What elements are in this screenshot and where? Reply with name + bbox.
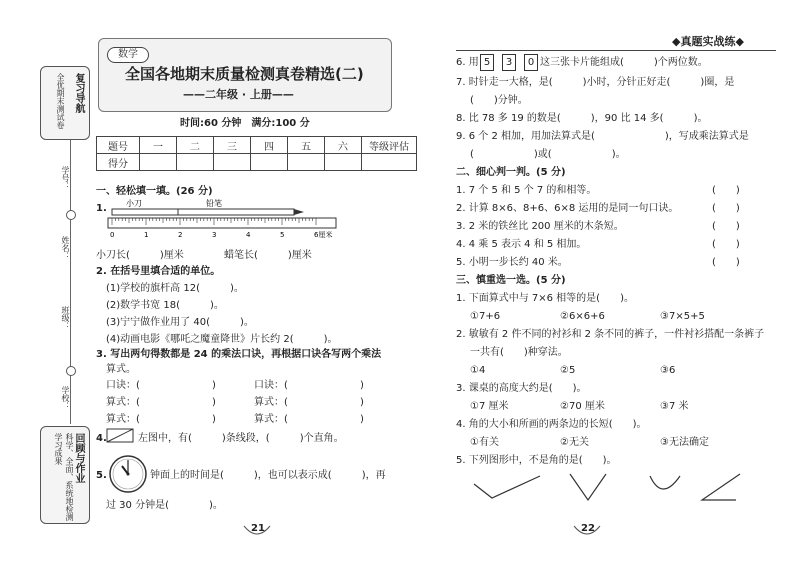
number-card: 5 [480, 54, 494, 71]
number-card: 0 [524, 54, 538, 71]
binding-dot [66, 210, 76, 220]
ruler-tick-label: 6厘米 [314, 231, 333, 239]
q3-close-paren: ) [212, 397, 216, 408]
angle-figures [470, 470, 760, 510]
score-header-cell: 题号 [97, 137, 140, 154]
score-header-cell: 五 [288, 137, 325, 154]
field-school: 学校： [61, 386, 70, 410]
score-header-cell: 四 [251, 137, 288, 154]
pencil-tip [294, 209, 304, 215]
ruler-tick-label: 4 [246, 231, 251, 239]
score-cell[interactable] [362, 154, 417, 171]
q2-item: (2)数学书宽 18( )。 [106, 300, 224, 311]
q5-number: 5. [96, 470, 107, 481]
judge-item: 2. 计算 8×6、8+6、6×8 运用的是同一句口诀。 [456, 203, 679, 214]
q5-text: 钟面上的时间是( )，也可以表示成( )，再 [150, 470, 386, 481]
q5-text-line2: 过 30 分钟是( )。 [106, 500, 223, 511]
choice-option[interactable]: ②5 [560, 365, 576, 376]
angle-figure-2 [570, 474, 606, 500]
choice-option[interactable]: ②6×6+6 [560, 311, 605, 322]
left-sidebar-top [40, 66, 90, 140]
judge-item: 1. 7 个 5 和 5 个 7 的和相等。 [456, 185, 597, 196]
choice-question-1: 1. 下面算式中与 7×6 相等的是( )。 [456, 293, 634, 304]
left-sidebar-bottom [40, 426, 90, 524]
score-header-cell: 二 [177, 137, 214, 154]
judge-answer-paren[interactable]: ( ) [712, 239, 740, 250]
judge-answer-paren[interactable]: ( ) [712, 221, 740, 232]
q3-close-paren: ) [212, 380, 216, 391]
q3-close-paren: ) [212, 414, 216, 425]
angle-figure-1 [474, 476, 540, 498]
ruler-tick-label: 0 [110, 231, 115, 239]
q3-equation-1: 算式：( [106, 397, 140, 408]
q7-text: 7. 时针走一大格，是( )小时，分针正好走( )圈，是 [456, 77, 735, 88]
ruler-tick-label: 5 [280, 231, 285, 239]
q2-text: 2. 在括号里填合适的单位。 [96, 266, 221, 277]
number-card: 3 [502, 54, 516, 71]
score-cell[interactable] [325, 154, 362, 171]
section-1-heading: 一、轻松填一填。(26 分) [96, 186, 213, 197]
judge-answer-paren[interactable]: ( ) [712, 203, 740, 214]
q4-figure [106, 428, 136, 444]
angle-figure-4 [702, 474, 740, 500]
q9-text: 9. 6 个 2 相加，用加法算式是( )，写成乘法算式是 [456, 131, 749, 142]
subject-badge [107, 47, 149, 63]
clock-icon [108, 454, 148, 494]
choice-question-5: 5. 下列图形中，不是角的是( )。 [456, 455, 617, 466]
score-cell[interactable] [251, 154, 288, 171]
q4-text: 左图中，有( )条线段，( )个直角。 [138, 433, 344, 444]
choice-option[interactable]: ①有关 [470, 437, 499, 448]
choice-question-2: 2. 敏敏有 2 件不同的衬衫和 2 条不同的裤子，一件衬衫搭配一条裤子 [456, 329, 765, 340]
choice-option[interactable]: ①7 厘米 [470, 401, 509, 412]
pencil-label: 铅笔 [206, 199, 222, 208]
score-header-cell: 等级评估 [362, 137, 417, 154]
subject-badge-text: 数学 [118, 49, 138, 60]
field-class: 班级： [61, 306, 70, 330]
choice-option[interactable]: ③7×5+5 [660, 311, 705, 322]
score-cell[interactable] [140, 154, 177, 171]
q3-text-line2: 算式。 [106, 364, 136, 375]
q8-text: 8. 比 78 多 19 的数是( )，90 比 14 多( )。 [456, 113, 708, 124]
choice-option[interactable]: ①7+6 [470, 311, 501, 322]
section-3-heading: 三、慎重选一选。(5 分) [456, 275, 566, 286]
q9-text-line2: ( )或( )。 [470, 149, 626, 160]
sidebar-bottom-sub: 科学、全面、系统地检测学习成果 [54, 433, 74, 521]
choice-option[interactable]: ②无关 [560, 437, 589, 448]
choice-option[interactable]: ③无法确定 [660, 437, 709, 448]
score-header-cell: 六 [325, 137, 362, 154]
field-name: 姓名： [61, 236, 70, 260]
choice-option[interactable]: ①4 [470, 365, 486, 376]
choice-option[interactable]: ③7 米 [660, 401, 689, 412]
q1-number: 1. [96, 203, 107, 214]
q3-equation-2: 算式：( [254, 397, 288, 408]
header-rule [456, 50, 776, 51]
exam-title: 全国各地期末质量检测真卷精选(二) [125, 65, 364, 83]
binding-dot [66, 366, 76, 376]
right-page-number: 22 [581, 523, 595, 534]
judge-answer-paren[interactable]: ( ) [712, 185, 740, 196]
score-table [96, 136, 417, 171]
right-header: ◆真题实战练◆ [672, 35, 744, 48]
score-cell[interactable] [288, 154, 325, 171]
score-header-cell: 一 [140, 137, 177, 154]
q1-answer-knife: 小刀长( )厘米 [96, 250, 184, 261]
score-row [97, 154, 417, 171]
left-page-number: 21 [251, 523, 265, 534]
choice-question-2-line2: 一共有( )种穿法。 [470, 347, 568, 358]
score-cell[interactable] [177, 154, 214, 171]
title-box [98, 38, 392, 112]
q7-text-line2: ( )分钟。 [470, 95, 528, 106]
q3-close-paren: ) [360, 414, 364, 425]
q3-equation-3: 算式：( [106, 414, 140, 425]
ruler-tick-label: 1 [144, 231, 149, 239]
q3-close-paren: ) [360, 380, 364, 391]
judge-item: 3. 2 米的铁丝比 200 厘米的木条短。 [456, 221, 624, 232]
knife-label: 小刀 [126, 199, 142, 208]
field-student-id: 学号： [61, 166, 70, 190]
q1-answer-crayon: 蜡笔长( )厘米 [224, 250, 312, 261]
q3-equation-4: 算式：( [254, 414, 288, 425]
choice-question-4: 4. 角的大小和所画的两条边的长短( )。 [456, 419, 647, 430]
pencil-shape [178, 209, 294, 215]
time-info: 时间:60 分钟 满分:100 分 [180, 118, 310, 129]
score-cell[interactable] [214, 154, 251, 171]
exam-subtitle: ——二年级 · 上册—— [183, 88, 294, 101]
judge-answer-paren[interactable]: ( ) [712, 257, 740, 268]
choice-option[interactable]: ③6 [660, 365, 676, 376]
q2-item: (3)宁宁做作业用了 40( )。 [106, 317, 254, 328]
section-2-heading: 二、细心判一判。(5 分) [456, 167, 566, 178]
score-header-cell: 三 [214, 137, 251, 154]
ruler-tick-label: 3 [212, 231, 217, 239]
ruler-tick-label: 2 [178, 231, 183, 239]
sidebar-top-sub: 全优期末测试卷 [56, 73, 65, 129]
q6-text: 这三张卡片能组成( )个两位数。 [540, 57, 708, 68]
choice-option[interactable]: ②70 厘米 [560, 401, 605, 412]
score-header-row [97, 137, 417, 154]
judge-item: 4. 4 乘 5 表示 4 和 5 相加。 [456, 239, 587, 250]
q3-close-paren: ) [360, 397, 364, 408]
q2-item: (4)动画电影《哪吒之魔童降世》片长约 2( )。 [106, 334, 338, 345]
knife-shape [112, 209, 184, 215]
q3-text: 3. 写出两句得数都是 24 的乘法口诀，再根据口诀各写两个乘法 [96, 349, 382, 360]
q6-prefix: 6. 用 [456, 57, 479, 68]
q2-item: (1)学校的旗杆高 12( )。 [106, 283, 244, 294]
q4-number: 4. [96, 433, 107, 444]
q3-mnemonic-2: 口诀：( [254, 380, 288, 391]
judge-item: 5. 小明一步长约 40 米。 [456, 257, 568, 268]
angle-figure-3 [650, 476, 680, 489]
ruler-body [108, 218, 336, 228]
sidebar-bottom-label: 回顾与作业 [73, 433, 84, 483]
clock-center [127, 473, 130, 476]
choice-question-3: 3. 课桌的高度大约是( )。 [456, 383, 587, 394]
q3-mnemonic-1: 口诀：( [106, 380, 140, 391]
score-row-label: 得分 [97, 154, 140, 171]
ruler-figure [104, 196, 344, 240]
sidebar-top-label: 复习导航 [73, 73, 84, 113]
